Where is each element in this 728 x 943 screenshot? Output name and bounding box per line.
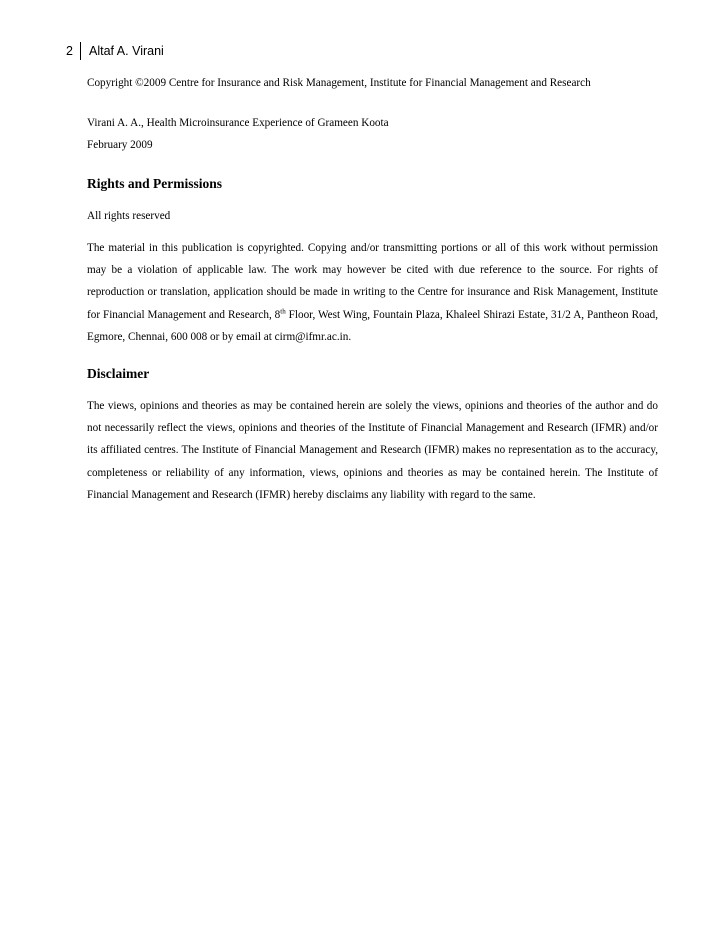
header-divider [80, 42, 81, 60]
page-number: 2 [66, 44, 73, 58]
citation-block [87, 112, 658, 156]
page-header [66, 42, 164, 60]
citation-title: Virani A. A., Health Microinsurance Experience of Grameen Koota [87, 117, 389, 129]
header-author: Altaf A. Virani [89, 44, 164, 58]
page-content [87, 70, 658, 506]
rights-body-superscript: th [280, 306, 286, 315]
disclaimer-body: The views, opinions and theories as may be contained herein are solely the views, opinions and theories of the author and do not necessarily reflect the views, opinions and theories of the Institute of Financial Management and Research (IFMR) and/or its affiliated centres. The Institute of Financial Management and Research (IFMR) makes no representation as to the accuracy, completeness or reliability of any information, views, opinions and theories as may be contained herein. The Institute of Financial Management and Research (IFMR) hereby disclaims any liability with regard to the same. [87, 400, 658, 501]
rights-heading: Rights and Permissions [87, 176, 223, 191]
rights-body-text-1: The material in this publication is copyrighted. Copying and/or transmitting portions or all of this work without permission may be a violation of applicable law. The work may however be cited with due reference to the source. For rights of reproduction or translation, application should be made in writing to the Centre for insurance and Risk Management, Institute for Financial Management and Research, 8 [87, 242, 658, 321]
copyright-line: Copyright ©2009 Centre for Insurance and Risk Management, Institute for Financial Management and Research [87, 77, 591, 89]
citation-date: February 2009 [87, 139, 153, 151]
all-rights-reserved: All rights reserved [87, 210, 171, 222]
disclaimer-heading: Disclaimer [87, 366, 150, 382]
rights-body [87, 237, 658, 348]
rights-body-text-2: Floor, West Wing, Fountain Plaza, Khaleel Shirazi Estate, 31/2 A, Pantheon Road, Egmore, Chennai, 600 008 or by email at cirm@ifmr.ac.in. [87, 308, 658, 343]
